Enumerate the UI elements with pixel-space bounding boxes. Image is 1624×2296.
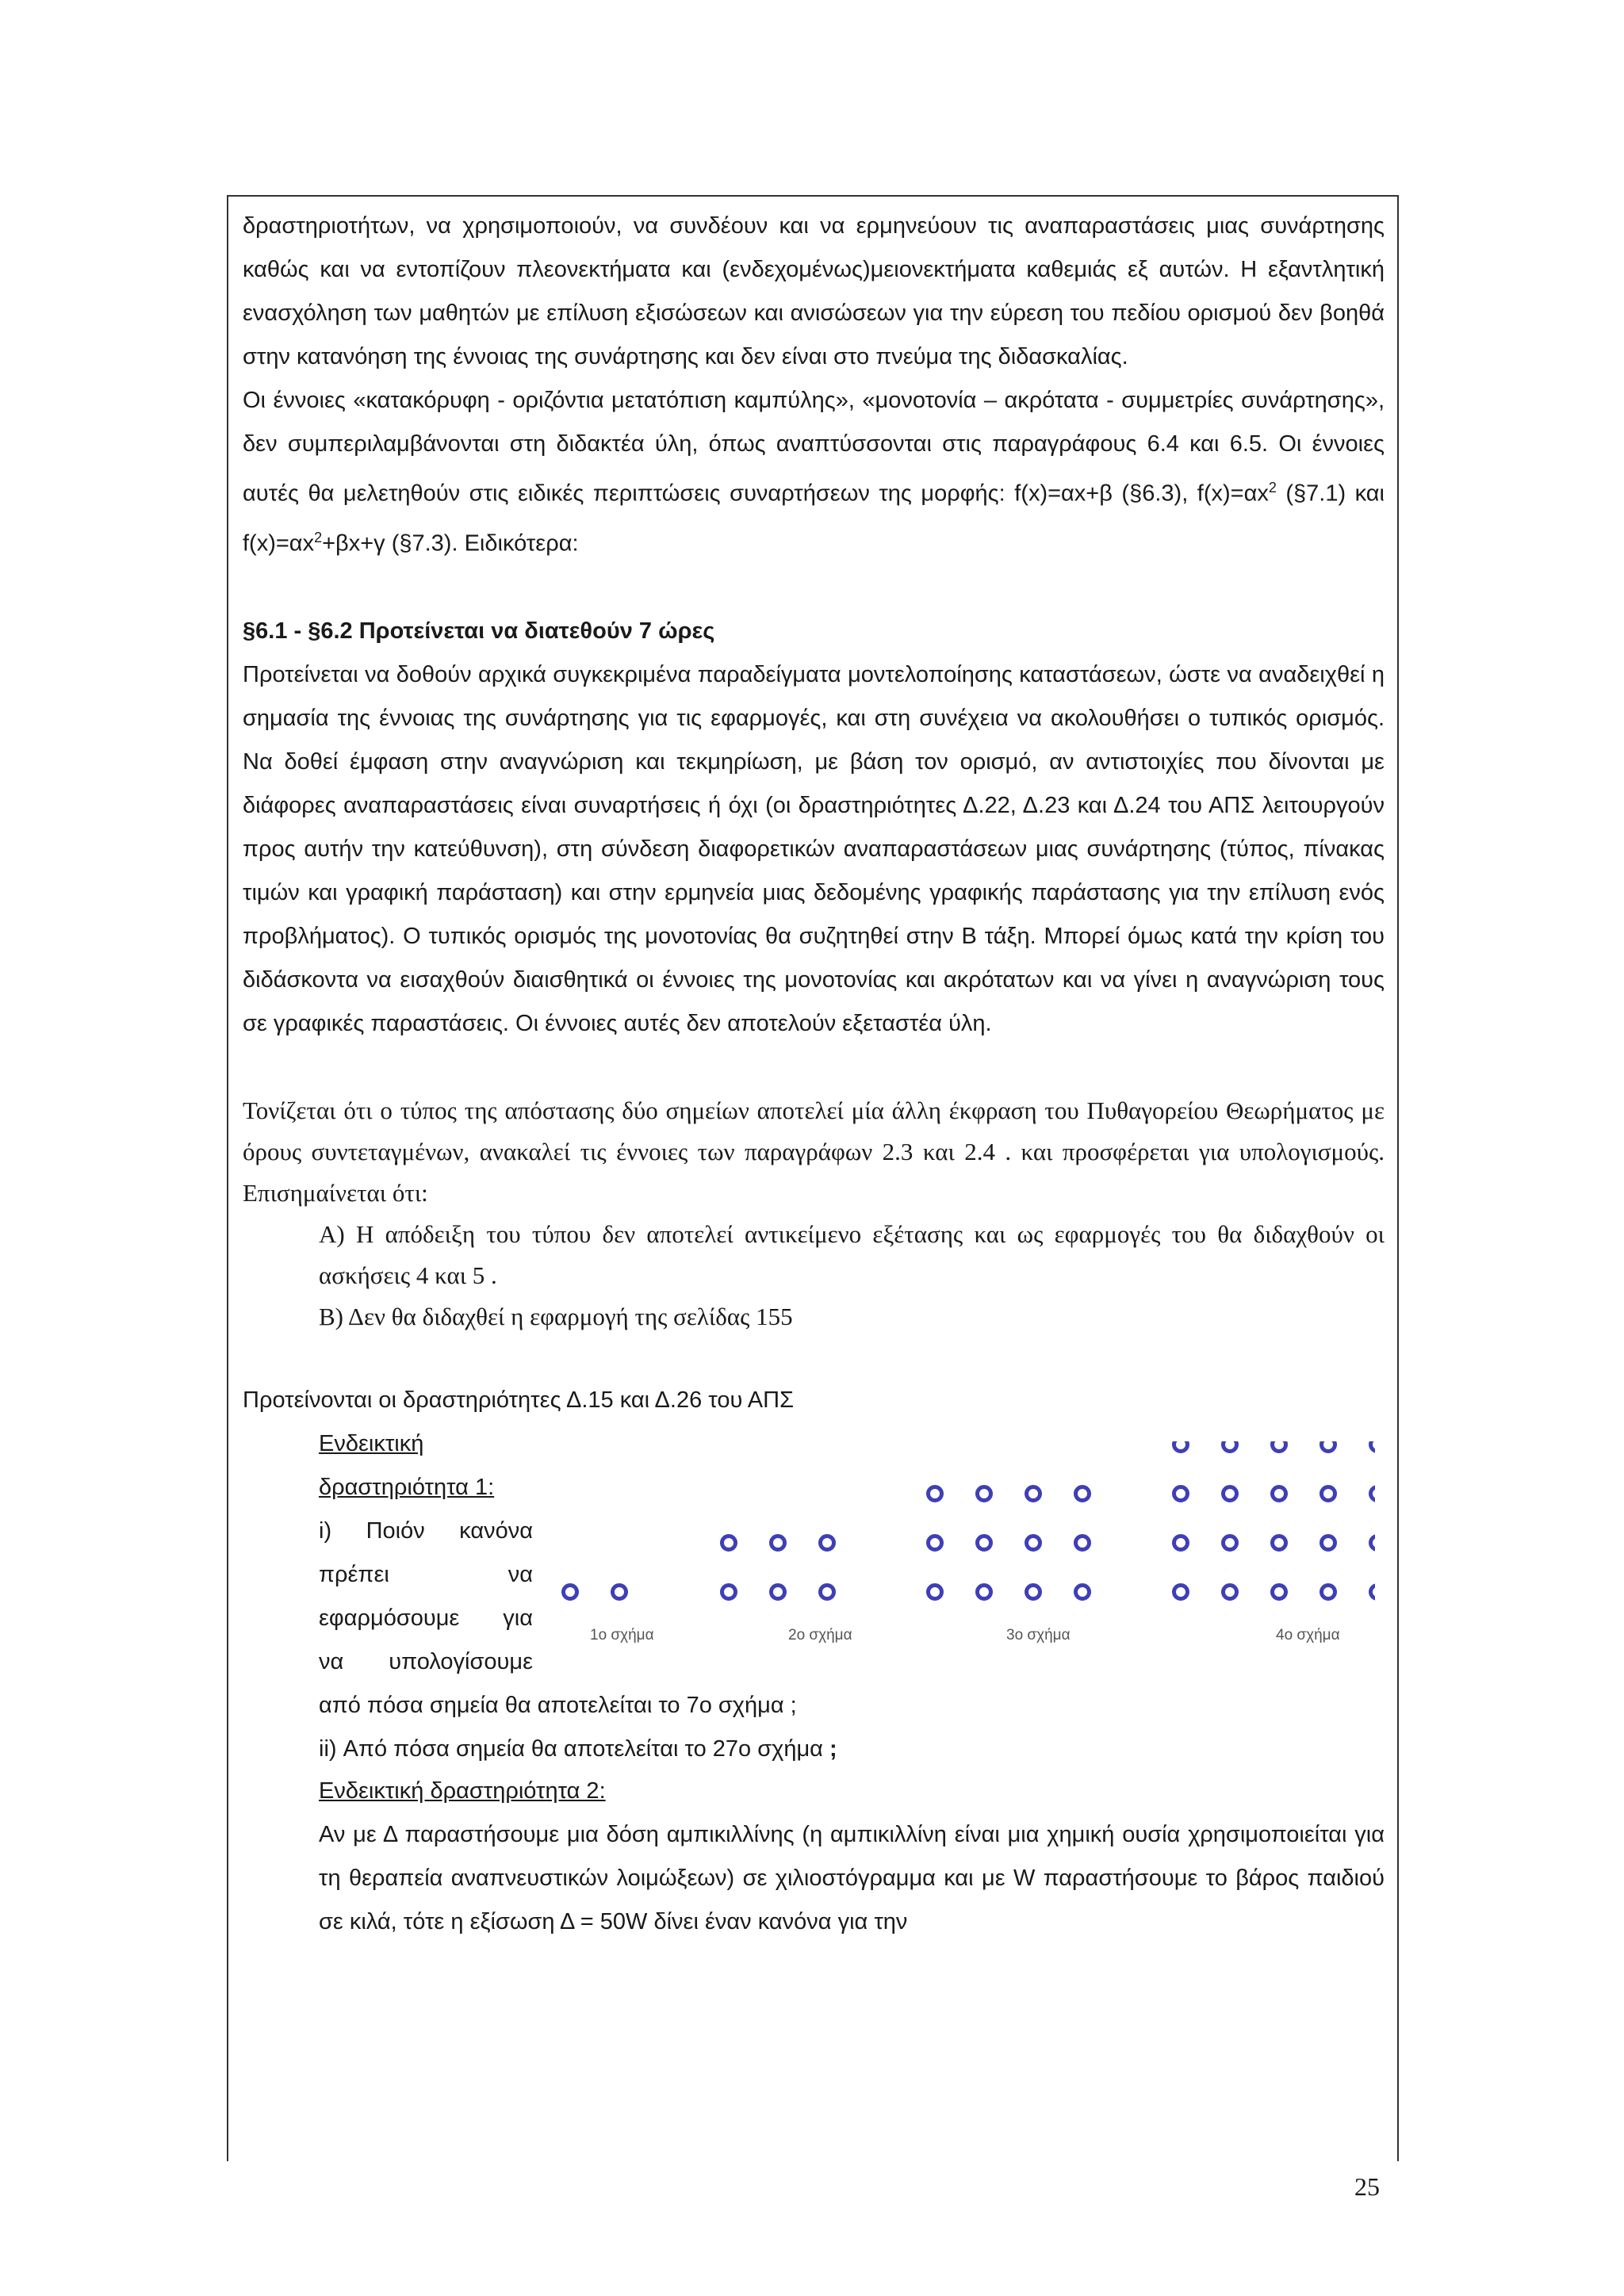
pattern-dot — [1322, 1586, 1335, 1599]
pattern-dot — [1273, 1586, 1286, 1599]
pattern-dot — [1371, 1441, 1376, 1452]
note-a: Α) Η απόδειξη του τύπου δεν αποτελεί αντικείμενο εξέτασης και ως εφαρμογές του θα διδαχθούν οι ασκήσεις 4 και 5 . — [319, 1220, 1385, 1290]
activity-1-q1-line: πρέπει να — [319, 1562, 533, 1588]
pattern-dot — [1076, 1487, 1090, 1501]
pattern-dot — [929, 1586, 942, 1599]
activity-1 — [243, 1422, 1385, 1762]
pattern-dot — [1273, 1487, 1286, 1501]
superscript: 2 — [314, 529, 323, 545]
figure-label: 1ο σχήμα — [590, 1627, 654, 1644]
activity-2 — [243, 1770, 1385, 1944]
paragraph-activities: Προτείνονται οι δραστηριότητες Δ.15 και Δ.26 του ΑΠΣ — [243, 1387, 794, 1414]
pattern-dot — [722, 1536, 736, 1550]
activity-1-title-2: δραστηριότητα 1: — [319, 1475, 495, 1501]
pattern-dot — [1371, 1586, 1376, 1599]
figure-label: 3ο σχήμα — [1006, 1627, 1071, 1644]
activity-2-text: Αν με Δ παραστήσουμε μια δόση αμπικιλλίνης (η αμπικιλλίνη είναι μια χημική ουσία χρησιμοποιείται για τη θεραπεία αναπνευστικών λοιμώξεων) σε χιλιοστόγραμμα και με W παραστήσουμε το βάρος παιδιού σε κιλά, τότε η εξίσωση Δ = 50W δίνει έναν κανόνα για την — [319, 1822, 1385, 1935]
pattern-dot — [1224, 1536, 1237, 1550]
page-number: 25 — [1354, 2172, 1380, 2201]
activity-1-text — [319, 1422, 533, 1684]
pattern-dot — [978, 1586, 991, 1599]
paragraph-intro: δραστηριοτήτων, να χρησιμοποιούν, να συνδέουν και να ερμηνεύουν τις αναπαραστάσεις μιας συνάρτησης καθώς και να εντοπίζουν πλεονεκτήματα και (ενδεχομένως)μειονεκτήματα καθεμιάς εξ αυτών. Η εξαντλητική ενασχόληση των μαθητών με επίλυση εξισώσεων και ανισώσεων για την εύρεση του πεδίου ορισμού δεν βοηθά στην κατανόηση της έννοιας της συνάρτησης και δεν είναι στο πνεύμα της διδασκαλίας. — [243, 213, 1385, 369]
pattern-dot — [613, 1586, 626, 1599]
pattern-dot — [564, 1586, 577, 1599]
activity-1-q2-text: ii) Από πόσα σημεία θα αποτελείται το 27ο σχήμα — [319, 1736, 829, 1762]
pattern-dot — [821, 1586, 834, 1599]
pattern-dot — [1322, 1441, 1335, 1452]
pattern-dot — [1174, 1586, 1188, 1599]
pattern-dot — [1224, 1441, 1237, 1452]
pattern-dot — [1224, 1487, 1237, 1501]
pattern-dot — [1174, 1487, 1188, 1501]
paragraph-distance: Τονίζεται ότι ο τύπος της απόστασης δύο σημείων αποτελεί μία άλλη έκφραση του Πυθαγορείου Θεωρήματος με όρους συντεταγμένων, ανακαλεί τις έννοιες των παραγράφων 2.3 και 2.4 . και προσφέρεται για υπολογισμούς. Επισημαίνεται ότι: — [243, 1096, 1385, 1207]
pattern-dot — [1027, 1487, 1040, 1501]
pattern-dot — [929, 1536, 942, 1550]
dot-pattern-figure — [550, 1441, 1375, 1655]
activity-2-title: Ενδεικτική δραστηριότητα 2: — [319, 1778, 606, 1804]
activity-1-q2 — [319, 1728, 837, 1771]
pattern-dot — [1371, 1487, 1376, 1501]
pattern-dot — [1322, 1536, 1335, 1550]
pattern-dot — [772, 1586, 785, 1599]
pattern-dot — [1076, 1536, 1090, 1550]
pattern-dot — [1322, 1487, 1335, 1501]
pattern-dot — [722, 1586, 736, 1599]
paragraph-proposal: Προτείνεται να δοθούν αρχικά συγκεκριμένα παραδείγματα μοντελοποίησης καταστάσεων, ώστε να αναδειχθεί η σημασία της έννοιας της συνάρτησης για τις εφαρμογές, και στη συνέχεια να ακολουθήσει ο τυπικός ορισμός. Να δοθεί έμφαση στην αναγνώριση και τεκμηρίωση, με βάση τον ορισμό, αν αντιστοιχίες που δίνονται με διάφορες αναπαραστάσεις είναι συναρτήσεις ή όχι (οι δραστηριότητες Δ.22, Δ.23 και Δ.24 του ΑΠΣ λειτουργούν προς αυτήν την κατεύθυνση), στη σύνδεση διαφορετικών αναπαραστάσεων μιας συνάρτησης (τύπος, πίνακας τιμών και γραφική παράσταση) και στην ερμηνεία μιας δεδομένης γραφικής παράστασης για την επίλυση ενός προβλήματος). Ο τυπικός ορισμός της μονοτονίας θα συζητηθεί στην Β τάξη. Μπορεί όμως κατά την κρίση του διδάσκοντα να εισαχθούν διαισθητικά οι έννοιες της μονοτονίας και ακρότατων και να γίνει η αναγνώριση τους σε γραφικές παραστάσεις. Οι έννοιες αυτές δεν αποτελούν εξεταστέα ύλη. — [243, 662, 1385, 1037]
figure-label: 4ο σχήμα — [1276, 1627, 1340, 1644]
activity-1-q1-tail: από πόσα σημεία θα αποτελείται το 7ο σχήμα ; — [319, 1693, 797, 1719]
paragraph-concepts-mid: (§7.1) και f(x)=αx — [243, 480, 1385, 557]
activity-1-tail — [319, 1684, 837, 1771]
pattern-dot — [1027, 1536, 1040, 1550]
pattern-dot — [1371, 1536, 1376, 1550]
pattern-dot — [772, 1536, 785, 1550]
pattern-dot — [929, 1487, 942, 1501]
pattern-dot — [978, 1487, 991, 1501]
activity-1-q1-line: i) Ποιόν κανόνα — [319, 1518, 533, 1544]
pattern-dot — [821, 1536, 834, 1550]
page-content — [243, 205, 1385, 1944]
pattern-dot — [1174, 1536, 1188, 1550]
pattern-dot — [1027, 1586, 1040, 1599]
pattern-dot — [1224, 1586, 1237, 1599]
paragraph-concepts — [243, 379, 1385, 565]
activity-1-q2-mark: ; — [829, 1736, 837, 1762]
activity-1-q1-line: εφαρμόσουμε για — [319, 1605, 533, 1632]
paragraph-concepts-text: Οι έννοιες «κατακόρυφη - οριζόντια μετατόπιση καμπύλης», «μονοτονία – ακρότατα - συμμετρίες συνάρτησης», δεν συμπεριλαμβάνονται στη διδακτέα ύλη, όπως αναπτύσσονται στις παραγράφους 6.4 και 6.5. Οι έννοιες αυτές θα μελετηθούν στις ειδικές περιπτώσεις συναρτήσεων της μορφής: f(x)=αx+β (§6.3), f(x)=αx — [243, 388, 1385, 507]
pattern-dot — [1273, 1536, 1286, 1550]
activity-1-title: Ενδεικτική — [319, 1431, 424, 1457]
figure-label: 2ο σχήμα — [788, 1627, 852, 1644]
pattern-dot — [978, 1536, 991, 1550]
pattern-dot — [1273, 1441, 1286, 1452]
activity-1-q1-line: να υπολογίσουμε — [319, 1649, 533, 1675]
pattern-dot — [1076, 1586, 1090, 1599]
note-b: Β) Δεν θα διδαχθεί η εφαρμογή της σελίδας 155 — [319, 1303, 793, 1331]
superscript: 2 — [1268, 480, 1277, 496]
section-heading: §6.1 - §6.2 Προτείνεται να διατεθούν 7 ώρες — [243, 618, 715, 645]
paragraph-concepts-end: +βx+γ (§7.3). Ειδικότερα: — [322, 530, 579, 557]
pattern-dot — [1174, 1441, 1188, 1452]
